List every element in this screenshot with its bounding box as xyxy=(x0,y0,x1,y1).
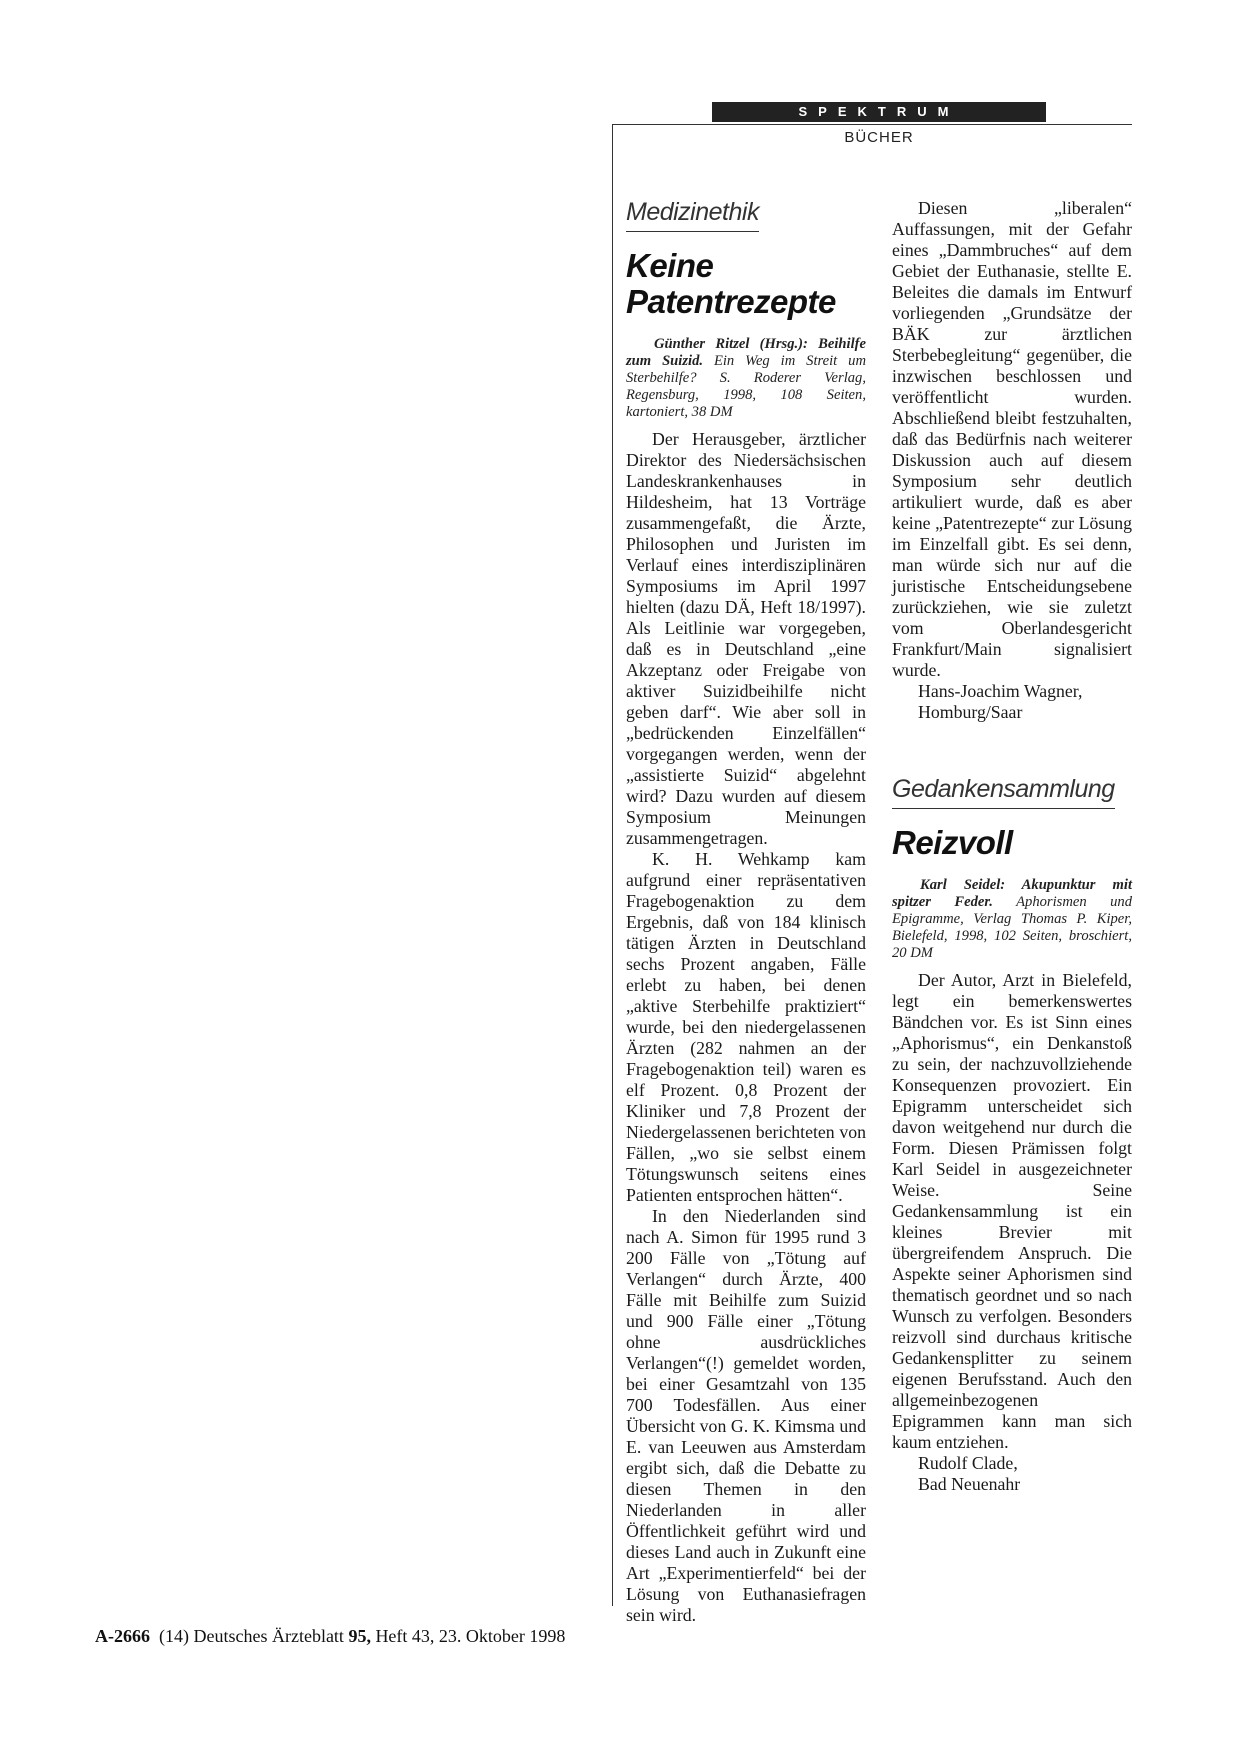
article2-signature-place: Bad Neuenahr xyxy=(918,1474,1021,1494)
article1-signature-place: Homburg/Saar xyxy=(918,702,1023,722)
article1-body xyxy=(626,429,866,1626)
article1-signature-name: Hans-Joachim Wagner, xyxy=(918,681,1083,701)
article1-paragraph-2: K. H. Wehkamp kam aufgrund einer repräsentativen Fragebogenaktion zu dem Ergebnis, daß von 184 klinisch tätigen Ärzten in Deutschland sechs Prozent angaben, Fälle erlebt zu haben, bei denen „aktive Sterbehilfe praktiziert“ wurde, bei den niedergelassenen Ärzten (282 nahmen an der Fragebogenaktion teil) waren es elf Prozent. 0,8 Prozent der Kliniker und 7,8 Prozent der Niedergelassenen berichteten von Fällen, „wo sie selbst einem Tötungswunsch seitens eines Patienten entsprochen hätten“. xyxy=(626,849,866,1205)
article1-reference-title: Günther Ritzel (Hrsg.): Beihilfe zum Suizid. xyxy=(626,336,866,369)
page-footer xyxy=(95,1626,565,1647)
article2-reference xyxy=(892,877,1132,962)
article2-signature-name: Rudolf Clade, xyxy=(918,1453,1018,1473)
issue-prefix: (14) Deutsches Ärzteblatt xyxy=(159,1626,344,1646)
article1-reference-details: Ein Weg im Streit um Sterbehilfe? S. Roderer Verlag, Regensburg, 1998, 108 Seiten, kartoniert, 38 DM xyxy=(626,353,866,420)
volume-number: 95, xyxy=(348,1626,371,1646)
article1-reference xyxy=(626,336,866,421)
article1-body-continued xyxy=(892,198,1132,681)
right-column xyxy=(892,198,1132,1495)
article2-headline: Reizvoll xyxy=(892,824,1013,861)
column-rule xyxy=(612,124,613,1606)
page-number: A-2666 xyxy=(95,1626,150,1646)
article1-paragraph-1: Der Herausgeber, ärztlicher Direktor des Niedersächsischen Landeskrankenhauses in Hildesheim, hat 13 Vorträge zusammengefaßt, die Ärzte, Philosophen und Juristen im Verlauf eines interdisziplinären Symposiums im April 1997 hielten (dazu DÄ, Heft 18/1997). Als Leitlinie war vorgegeben, daß es in Deutschland „eine Akzeptanz oder Freigabe von aktiver Suizidbeihilfe nicht geben darf“. Wie aber soll in „bedrückenden Einzelfällen“ vorgegangen werden, wenn der „assistierte Suizid“ abgelehnt wird? Dazu wurden auf diesem Symposium Meinungen zusammengetragen. xyxy=(626,429,866,848)
article1-paragraph-4: Diesen „liberalen“ Auffassungen, mit der Gefahr eines „Dammbruches“ auf dem Gebiet der Euthanasie, stellte E. Beleites die damals im Entwurf vorliegenden „Grundsätze der BÄK zur ärztlichen Sterbebegleitung“ gegenüber, die inzwischen beschlossen und veröffentlicht wurden. Abschließend bleibt festzuhalten, daß das Bedürfnis nach weiterer Diskussion auch auf diesem Symposium sehr deutlich artikuliert wurde, daß es aber keine „Patentrezepte“ zur Lösung im Einzelfall gibt. Es sei denn, man würde sich nur auf die juristische Entscheidungsebene zurückziehen, wie sie zuletzt vom Oberlandesgericht Frankfurt/Main signalisiert wurde. xyxy=(892,198,1132,680)
subsection-label: BÜCHER xyxy=(844,129,914,146)
article2-kicker: Gedankensammlung xyxy=(892,775,1115,809)
section-gap xyxy=(892,723,1132,775)
article1-headline: Keine Patentrezepte xyxy=(626,247,836,320)
left-column xyxy=(626,198,866,1626)
header-rule xyxy=(612,124,1132,125)
article2-reference-title: Karl Seidel: Akupunktur mit spitzer Feder. xyxy=(892,877,1132,910)
article2-body xyxy=(892,970,1132,1453)
section-banner: SPEKTRUM xyxy=(712,102,1046,122)
article2-signature xyxy=(892,1453,1132,1495)
article1-kicker: Medizinethik xyxy=(626,198,759,232)
article2-paragraph-1: Der Autor, Arzt in Bielefeld, legt ein bemerkenswertes Bändchen vor. Es ist Sinn eines „Aphorismus“, ein Denkanstoß zu sein, der nachzuvollziehende Konsequenzen provoziert. Ein Epigramm unterscheidet sich davon weitgehend nur durch die Form. Diesen Prämissen folgt Karl Seidel in ausgezeichneter Weise. Seine Gedankensammlung ist ein kleines Brevier mit übergreifendem Anspruch. Die Aspekte seiner Aphorismen sind thematisch geordnet und so nach Wunsch zu verfolgen. Besonders reizvoll sind durchaus kritische Gedankensplitter zu seinem eigenen Berufsstand. Auch den allgemeinbezogenen Epigrammen kann man sich kaum entziehen. xyxy=(892,970,1132,1452)
article1-signature xyxy=(892,681,1132,723)
article2-reference-details: Aphorismen und Epigramme, Verlag Thomas P. Kiper, Bielefeld, 1998, 102 Seiten, broschiert, 20 DM xyxy=(892,894,1132,961)
article1-paragraph-3: In den Niederlanden sind nach A. Simon für 1995 rund 3 200 Fälle von „Tötung auf Verlangen“ durch Ärzte, 400 Fälle mit Beihilfe zum Suizid und 900 Fälle einer „Tötung ohne ausdrückliches Verlangen“(!) gemeldet worden, bei einer Gesamtzahl von 135 700 Todesfällen. Aus einer Übersicht von G. K. Kimsma und E. van Leeuwen aus Amsterdam ergibt sich, daß die Debatte zu diesen Themen in den Niederlanden in aller Öffentlichkeit geführt wird und dieses Land auch in Zukunft eine Art „Experimentierfeld“ bei der Lösung von Euthanasiefragen sein wird. xyxy=(626,1206,866,1625)
issue-suffix: Heft 43, 23. Oktober 1998 xyxy=(375,1626,566,1646)
